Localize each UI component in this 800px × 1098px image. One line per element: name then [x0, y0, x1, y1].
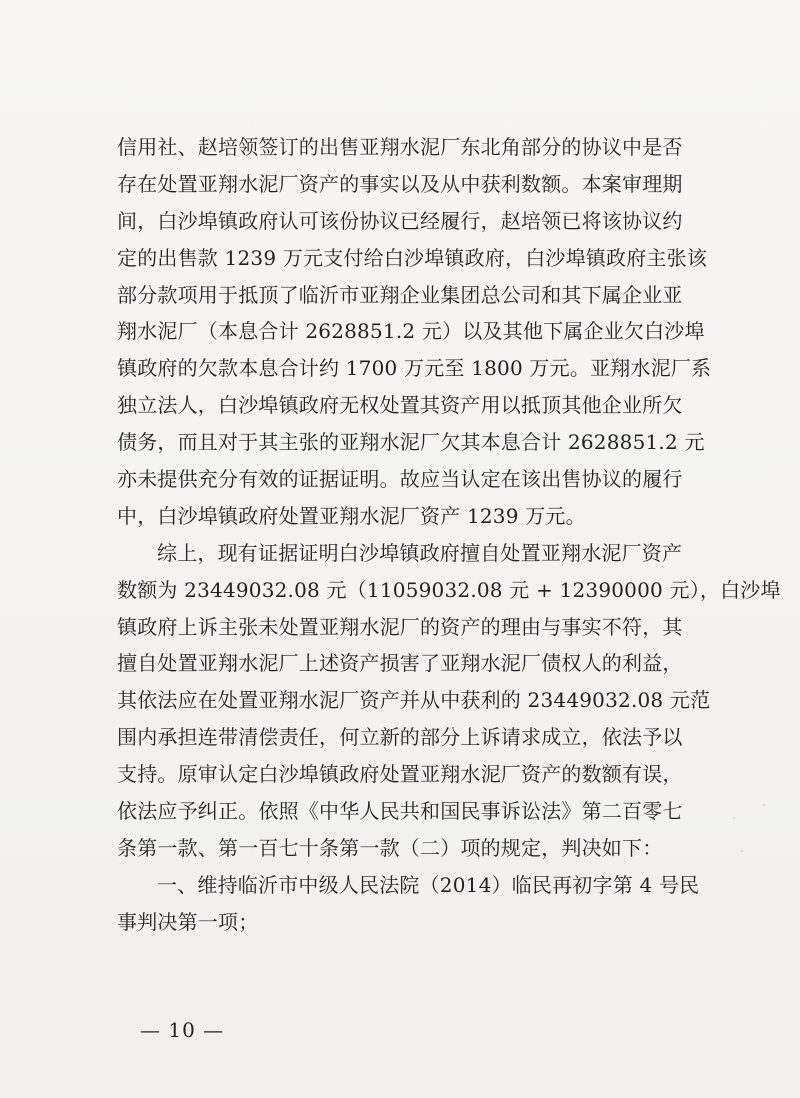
text-line: 亦未提供充分有效的证据证明。故应当认定在该出售协议的履行 [117, 467, 683, 492]
scan-speckle [741, 850, 743, 852]
text-line: 其依法应在处置亚翔水泥厂资产并从中获利的 23449032.08 元范 [117, 688, 711, 713]
text-line: 存在处置亚翔水泥厂资产的事实以及从中获利数额。本案审理期 [117, 171, 683, 196]
text-line: 独立法人，白沙埠镇政府无权处置其资产用以抵顶其他企业所欠 [117, 393, 683, 418]
text-line: 擅自处置亚翔水泥厂上述资产损害了亚翔水泥厂债权人的利益， [117, 651, 683, 676]
text-line: 镇政府上诉主张未处置亚翔水泥厂的资产的理由与事实不符，其 [117, 614, 683, 639]
paragraph-start-line: 一、维持临沂市中级人民法院（2014）临民再初字第 4 号民 [157, 872, 700, 897]
judgment-text [117, 129, 781, 941]
scan-speckle [763, 804, 765, 806]
text-line: 依法应予纠正。依照《中华人民共和国民事诉讼法》第二百零七 [117, 799, 683, 824]
text-line: 事判决第一项； [117, 909, 259, 934]
text-line: 围内承担连带清偿责任，何立新的部分上诉请求成立，依法予以 [117, 725, 683, 750]
text-line: 部分款项用于抵顶了临沂市亚翔企业集团总公司和其下属企业亚 [117, 282, 683, 307]
text-line: 镇政府的欠款本息合计约 1700 万元至 1800 万元。亚翔水泥厂系 [117, 356, 712, 381]
page-number: — 10 — [140, 1018, 225, 1042]
scan-speckle [733, 817, 735, 819]
text-line: 定的出售款 1239 万元支付给白沙埠镇政府，白沙埠镇政府主张该 [117, 245, 708, 270]
text-line: 债务，而且对于其主张的亚翔水泥厂欠其本息合计 2628851.2 元 [117, 430, 705, 455]
text-line: 数额为 23449032.08 元（11059032.08 元 + 12390000 元），白沙埠 [117, 577, 781, 602]
text-line: 条第一款、第一百七十条第一款（二）项的规定，判决如下： [117, 835, 663, 860]
text-line: 中，白沙埠镇政府处置亚翔水泥厂资产 1239 万元。 [117, 503, 586, 528]
paragraph-start-line: 综上，现有证据证明白沙埠镇政府擅自处置亚翔水泥厂资产 [157, 540, 683, 565]
text-line: 支持。原审认定白沙埠镇政府处置亚翔水泥厂资产的数额有误， [117, 762, 683, 787]
text-line: 间，白沙埠镇政府认可该份协议已经履行，赵培领已将该协议约 [117, 208, 683, 233]
text-line: 信用社、赵培领签订的出售亚翔水泥厂东北角部分的协议中是否 [117, 135, 683, 159]
text-line: 翔水泥厂（本息合计 2628851.2 元）以及其他下属企业欠白沙埠 [117, 319, 705, 344]
